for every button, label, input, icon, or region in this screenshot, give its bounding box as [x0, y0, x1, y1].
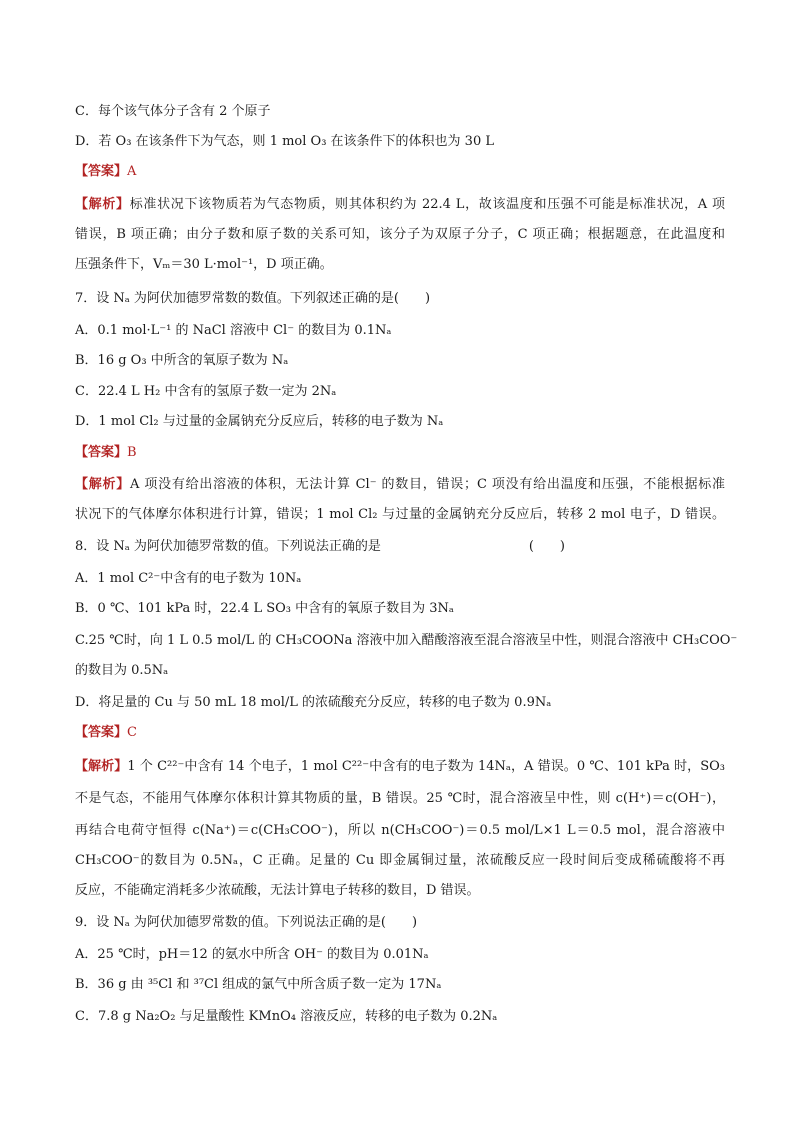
q9-option-a: A．25 ℃时，pH＝12 的氨水中所含 OH⁻ 的数目为 0.01Nₐ: [75, 947, 429, 962]
q8-explanation-line-5: 反应，不能确定消耗多少浓硫酸，无法计算电子转移的数目，D 错误。: [75, 883, 480, 898]
q8-option-c-line-2: 的数目为 0.5Nₐ: [75, 663, 169, 678]
q8-option-a: A．1 mol C²⁻中含有的电子数为 10Nₐ: [75, 571, 302, 586]
answer-value: A: [127, 164, 137, 179]
q8-explanation-line-2: 不是气态，不能用气体摩尔体积计算其物质的量，B 错误。25 ℃时，混合溶液呈中性，则 c(H⁺)＝c(OH⁻)，: [75, 791, 725, 806]
explanation-tag: 【解析】: [75, 759, 128, 774]
q8-stem-text: 8．设 Nₐ 为阿伏加德罗常数的值。下列说法正确的是: [75, 539, 381, 554]
q7-option-b: B．16 g O₃ 中所含的氧原子数为 Nₐ: [75, 353, 289, 368]
q8-explanation-line-4: CH₃COO⁻的数目为 0.5Nₐ，C 正确。足量的 Cu 即金属铜过量，浓硫酸反应一段时间后变成稀硫酸将不再: [75, 853, 725, 868]
q8-explanation-line-1: [75, 758, 725, 776]
answer-value: B: [127, 445, 137, 460]
explanation-text: 标准状况下该物质若为气态物质，则其体积约为 22.4 L，故该温度和压强不可能是标准状况，A 项: [129, 197, 725, 212]
q8-option-d: D．将足量的 Cu 与 50 mL 18 mol/L 的浓硫酸充分反应，转移的电子数为 0.9Nₐ: [75, 695, 552, 710]
explanation-text: 1 个 C²²⁻中含有 14 个电子，1 mol C²²⁻中含有的电子数为 14Nₐ，A 错误。0 ℃、101 kPa 时，SO₃: [127, 759, 725, 774]
explanation-tag: 【解析】: [75, 197, 130, 212]
q9-option-c: C．7.8 g Na₂O₂ 与足量酸性 KMnO₄ 溶液反应，转移的电子数为 0.2Nₐ: [75, 1009, 498, 1024]
answer-tag: 【答案】: [75, 725, 128, 740]
q8-answer: [75, 724, 725, 742]
q9-option-b: B．36 g 由 ³⁵Cl 和 ³⁷Cl 组成的氯气中所含质子数一定为 17Nₐ: [75, 977, 442, 992]
q9-stem: 9．设 Nₐ 为阿伏加德罗常数的值。下列说法正确的是( ): [75, 915, 418, 930]
q8-option-b: B．0 ℃、101 kPa 时，22.4 L SO₃ 中含有的氧原子数目为 3Nₐ: [75, 601, 454, 616]
q6-answer: [75, 163, 725, 181]
q7-option-c: C．22.4 L H₂ 中含有的氢原子数一定为 2Nₐ: [75, 384, 337, 399]
q8-explanation-line-3: 再结合电荷守恒得 c(Na⁺)＝c(CH₃COO⁻)，所以 n(CH₃COO⁻)＝0.5 mol/L×1 L＝0.5 mol，混合溶液中: [75, 823, 725, 838]
answer-tag: 【答案】: [75, 164, 128, 179]
q6-explanation-line-3: 压强条件下，Vₘ＝30 L·mol⁻¹，D 项正确。: [75, 257, 333, 272]
q7-option-d: D．1 mol Cl₂ 与过量的金属钠充分反应后，转移的电子数为 Nₐ: [75, 414, 444, 429]
answer-value: C: [127, 725, 137, 740]
q7-explanation-line-1: [75, 476, 725, 494]
q6-explanation-line-2: 错误，B 项正确；由分子数和原子数的关系可知，该分子为双原子分子，C 项正确；根据题意，在此温度和: [75, 227, 725, 242]
answer-tag: 【答案】: [75, 445, 128, 460]
explanation-text: A 项没有给出溶液的体积，无法计算 Cl⁻ 的数目，错误；C 项没有给出温度和压强，不能根据标准: [130, 477, 725, 492]
q6-option-c: C．每个该气体分子含有 2 个原子: [75, 104, 271, 119]
q8-stem: [75, 538, 725, 556]
explanation-tag: 【解析】: [75, 477, 131, 492]
q6-explanation-line-1: [75, 196, 725, 214]
q7-explanation-line-2: 状况下的气体摩尔体积进行计算，错误；1 mol Cl₂ 与过量的金属钠充分反应后，转移 2 mol 电子，D 错误。: [75, 507, 725, 522]
q8-answer-paren: ( ): [528, 539, 565, 554]
q8-option-c-line-1: C.25 ℃时，向 1 L 0.5 mol/L 的 CH₃COONa 溶液中加入醋酸溶液至混合溶液呈中性，则混合溶液中 CH₃COO⁻: [75, 633, 738, 648]
q6-option-d: D．若 O₃ 在该条件下为气态，则 1 mol O₃ 在该条件下的体积也为 30 L: [75, 134, 494, 149]
q7-option-a: A．0.1 mol·L⁻¹ 的 NaCl 溶液中 Cl⁻ 的数目为 0.1Nₐ: [75, 323, 392, 338]
q7-answer: [75, 444, 725, 462]
q7-stem: 7．设 Nₐ 为阿伏加德罗常数的数值。下列叙述正确的是( ): [75, 291, 431, 306]
